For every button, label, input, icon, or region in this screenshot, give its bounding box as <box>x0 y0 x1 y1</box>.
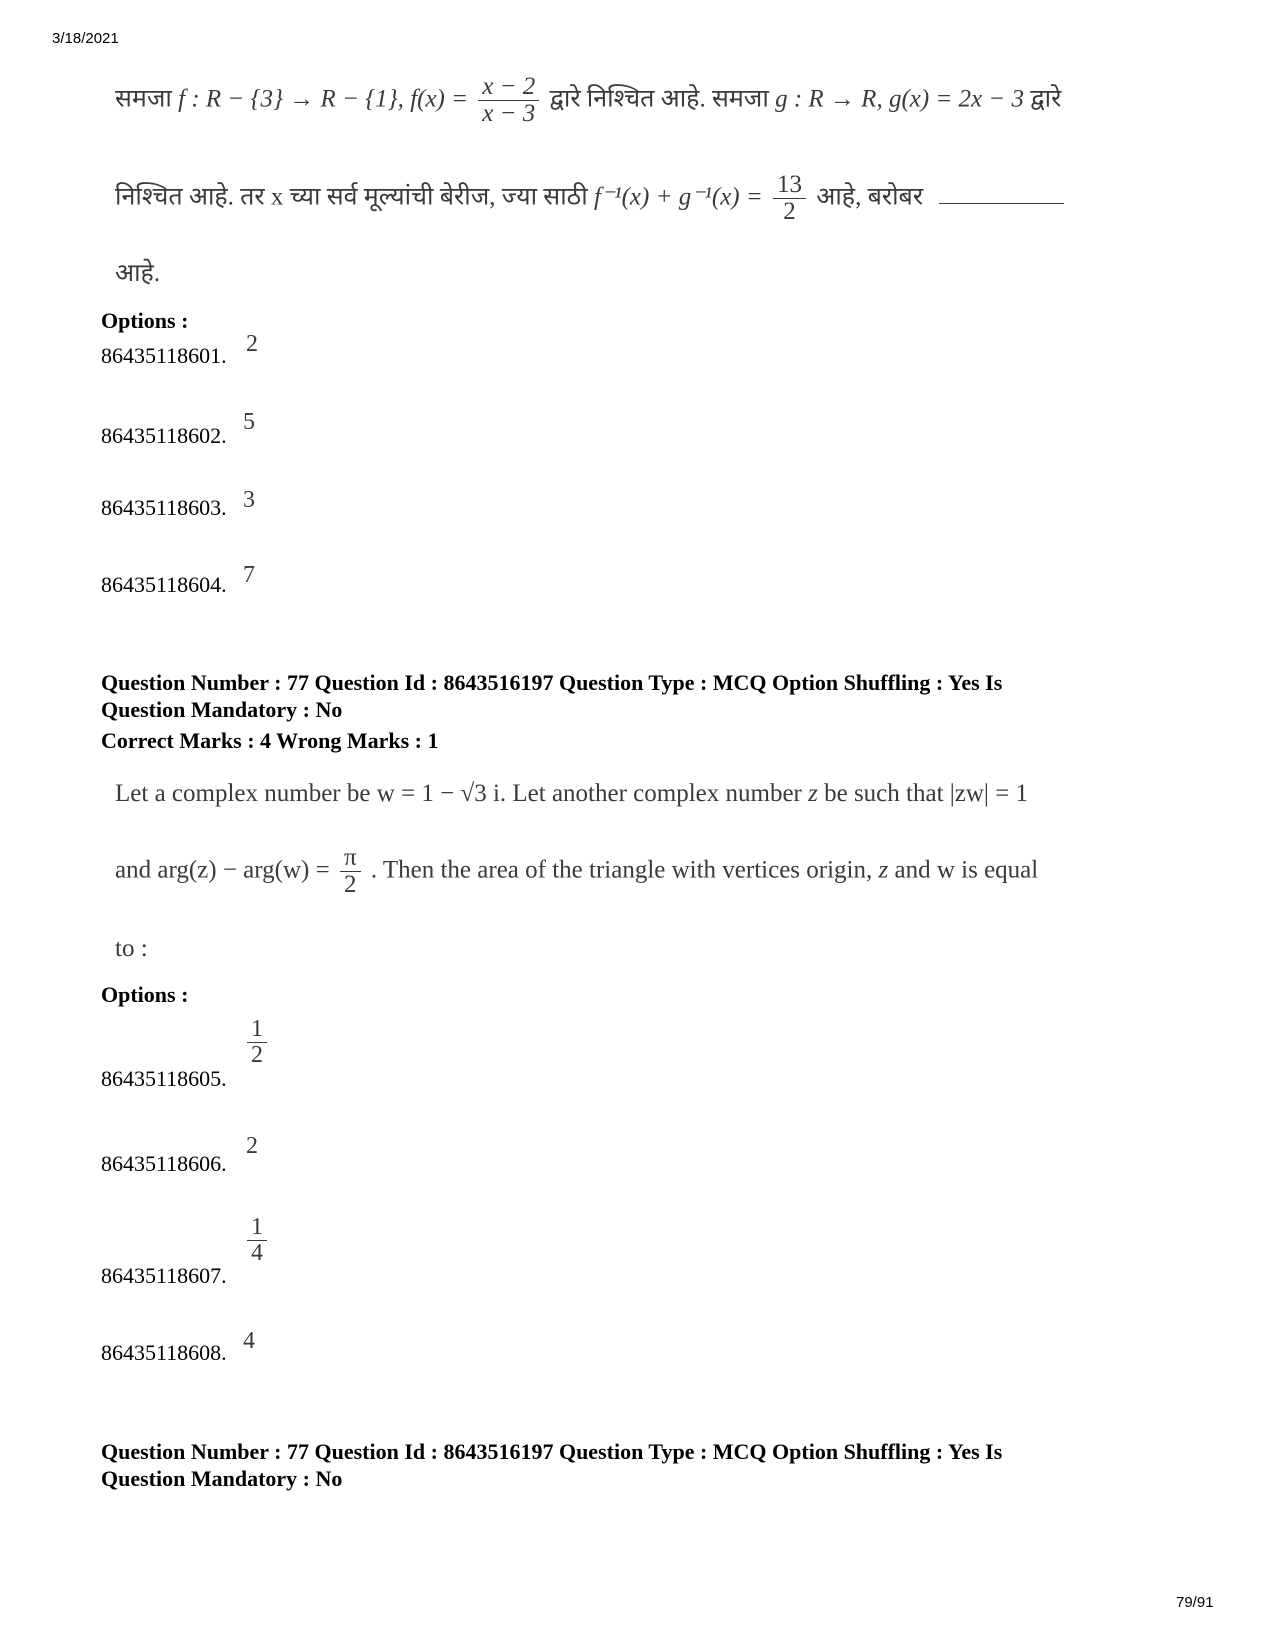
print-date: 3/18/2021 <box>52 30 119 47</box>
question-meta: Question Number : 77 Question Id : 8643516197 Question Type : MCQ Option Shuffling : Yes Is Question Mandatory : No <box>101 1439 1003 1491</box>
options-label: Options : <box>101 308 189 333</box>
option-id: 86435118606. <box>101 1151 227 1176</box>
option-value <box>243 1215 271 1266</box>
option-id: 86435118601. <box>101 343 227 368</box>
option-value: 2 <box>246 1133 258 1159</box>
page-number: 79/91 <box>1176 1594 1214 1611</box>
options-label: Options : <box>101 982 189 1007</box>
fraction: $\frac{13}{2}$ <box>773 172 806 226</box>
answer-blank <box>939 203 1064 204</box>
fraction: $\frac{1}{4}$ <box>247 1215 267 1266</box>
question-meta: Question Number : 77 Question Id : 8643516197 Question Type : MCQ Option Shuffling : Yes Is Question Mandatory : No <box>101 670 1003 722</box>
option-value <box>243 1017 271 1068</box>
option-id: 86435118602. <box>101 423 227 448</box>
option-id: 86435118604. <box>101 572 227 597</box>
question-text-line-2: निश्चित आहे. तर x च्या सर्व मूल्यांची बेरीज, ज्या साठी f⁻¹(x) + g⁻¹(x) = $\frac{13}{2}$ आहे, बरोबर <box>115 172 1064 226</box>
question-text-line-2: and arg(z) − arg(w) = $\frac{\pi}{2}$ . Then the area of the triangle with vertices origin, z and w is equal <box>115 844 1039 899</box>
option-id: 86435118603. <box>101 495 227 520</box>
question-marks: Correct Marks : 4 Wrong Marks : 1 <box>101 728 439 753</box>
option-id: 86435118608. <box>101 1340 227 1365</box>
option-id: 86435118607. <box>101 1263 227 1288</box>
option-value: 3 <box>243 487 255 513</box>
question-text-line-1: Let a complex number be w = 1 − √3 i. Let another complex number z be such that |zw| = 1 <box>115 780 1029 807</box>
option-value: 5 <box>243 409 255 435</box>
fraction: $\frac{x - 2}{x - 3}$ <box>478 74 539 128</box>
question-text-line-1: समजा f : R − {3} → R − {1}, f(x) = $\frac{x - 2}{x - 3}$ द्वारे निश्चित आहे. समजा g : R → R, g(x) = 2x − 3 द्वारे <box>115 73 1062 128</box>
option-value: 7 <box>243 562 255 588</box>
fraction: $\frac{\pi}{2}$ <box>340 845 361 899</box>
question-text-line-3: to : <box>115 935 148 962</box>
question-text-line-3: आहे. <box>115 260 161 287</box>
option-id: 86435118605. <box>101 1066 227 1091</box>
fraction: $\frac{1}{2}$ <box>247 1017 267 1068</box>
option-value: 2 <box>246 331 258 357</box>
option-value: 4 <box>243 1328 255 1354</box>
